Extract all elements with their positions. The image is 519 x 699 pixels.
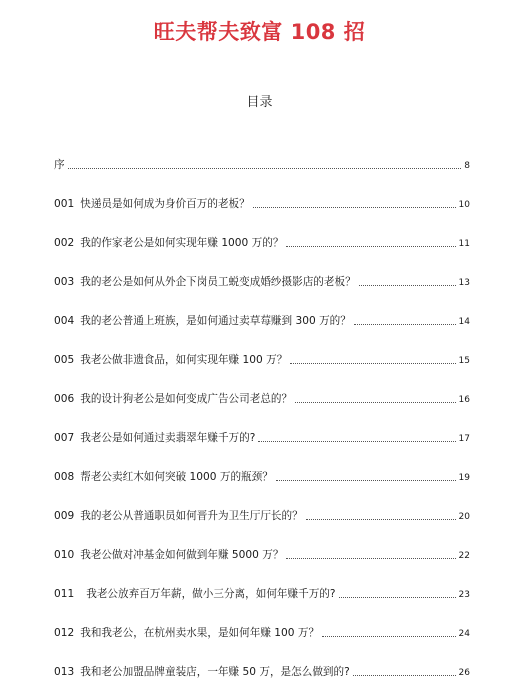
toc-entry-page: 24 xyxy=(458,629,470,639)
toc-entry-page: 22 xyxy=(458,551,470,561)
toc-entry[interactable] xyxy=(54,664,470,680)
toc-leader-dots xyxy=(276,479,456,481)
toc-leader-dots xyxy=(68,167,462,169)
toc-leader-dots xyxy=(286,245,455,247)
toc-leader-dots xyxy=(295,401,455,403)
toc-entry-number: 001 xyxy=(54,198,75,210)
toc-entry[interactable] xyxy=(54,274,470,290)
toc-entry[interactable] xyxy=(54,547,470,563)
toc-entry-number: 004 xyxy=(54,315,75,327)
toc-entry-number: 005 xyxy=(54,354,75,366)
toc-entry-page: 19 xyxy=(458,473,470,483)
toc-entry-page: 13 xyxy=(458,278,470,288)
document-title: 旺夫帮夫致富 108 招 xyxy=(153,20,366,44)
toc-leader-dots xyxy=(353,674,456,676)
toc-entry-title: 我老公做非遗食品，如何实现年赚 100 万？ xyxy=(80,354,288,366)
toc-leader-dots xyxy=(322,635,455,637)
toc-entry-number: 011 xyxy=(54,588,75,600)
toc-entry-page: 8 xyxy=(464,161,470,171)
toc-entry-page: 10 xyxy=(458,200,470,210)
toc-entry[interactable] xyxy=(54,313,470,329)
toc-entry[interactable] xyxy=(54,625,470,641)
toc-entry-number: 002 xyxy=(54,237,75,249)
toc-leader-dots xyxy=(286,557,455,559)
toc-entry-title: 帮老公卖红木如何突破 1000 万的瓶颈？ xyxy=(80,471,273,483)
toc-entry-number: 012 xyxy=(54,627,75,639)
toc-entry-title: 我老公做对冲基金如何做到年赚 5000 万？ xyxy=(80,549,284,561)
toc-entry-page: 16 xyxy=(458,395,470,405)
toc-entry-page: 11 xyxy=(458,239,470,249)
toc-entry[interactable] xyxy=(54,196,470,212)
toc-entry-title: 我的老公是如何从外企下岗员工蜕变成婚纱摄影店的老板？ xyxy=(80,276,356,288)
toc-entry-number: 013 xyxy=(54,666,75,678)
toc-entry-number: 006 xyxy=(54,393,75,405)
toc-entry[interactable] xyxy=(54,430,470,446)
toc-entry-page: 14 xyxy=(458,317,470,327)
toc-entry-number: 010 xyxy=(54,549,75,561)
toc-entry-number: 003 xyxy=(54,276,75,288)
toc-entry-page: 20 xyxy=(458,512,470,522)
toc-entry-number: 008 xyxy=(54,471,75,483)
toc-entry-number: 007 xyxy=(54,432,75,444)
toc-leader-dots xyxy=(354,323,456,325)
toc-leader-dots xyxy=(253,206,456,208)
toc-entry[interactable] xyxy=(54,391,470,407)
toc-entry[interactable] xyxy=(54,469,470,485)
toc-leader-dots xyxy=(359,284,456,286)
toc-leader-dots xyxy=(339,596,456,598)
toc-entry[interactable] xyxy=(54,586,470,602)
toc-entry[interactable] xyxy=(54,157,470,173)
toc-entry[interactable] xyxy=(54,352,470,368)
toc-entry-title: 我老公是如何通过卖翡翠年赚千万的? xyxy=(80,432,256,444)
toc-entry-title: 序 xyxy=(54,159,65,171)
toc-entry-title: 我的老公普通上班族，是如何通过卖草莓赚到 300 万的？ xyxy=(80,315,351,327)
toc-entry-number: 009 xyxy=(54,510,75,522)
toc-leader-dots xyxy=(306,518,456,520)
toc-entry-title: 快递员是如何成为身价百万的老板？ xyxy=(80,198,250,210)
toc-entry-title: 我和我老公，在杭州卖水果，是如何年赚 100 万？ xyxy=(80,627,320,639)
toc-leader-dots xyxy=(290,362,455,364)
toc-entry-page: 17 xyxy=(458,434,470,444)
toc-entry-page: 15 xyxy=(458,356,470,366)
toc-entry-title: 我的作家老公是如何实现年赚 1000 万的？ xyxy=(80,237,284,249)
toc-entry-page: 23 xyxy=(458,590,470,600)
toc-entry[interactable] xyxy=(54,508,470,524)
toc-entry-page: 26 xyxy=(458,668,470,678)
toc-entry-title: 我的设计狗老公是如何变成广告公司老总的？ xyxy=(80,393,293,405)
toc-entry-title: 我老公放弃百万年薪，做小三分离，如何年赚千万的? xyxy=(86,588,336,600)
toc-entry-title: 我和老公加盟品牌童装店，一年赚 50 万，是怎么做到的? xyxy=(80,666,350,678)
toc-entry-title: 我的老公从普通职员如何晋升为卫生厅厅长的？ xyxy=(80,510,303,522)
toc-heading: 目录 xyxy=(246,95,273,110)
toc-leader-dots xyxy=(258,440,455,442)
toc-entry[interactable] xyxy=(54,235,470,251)
